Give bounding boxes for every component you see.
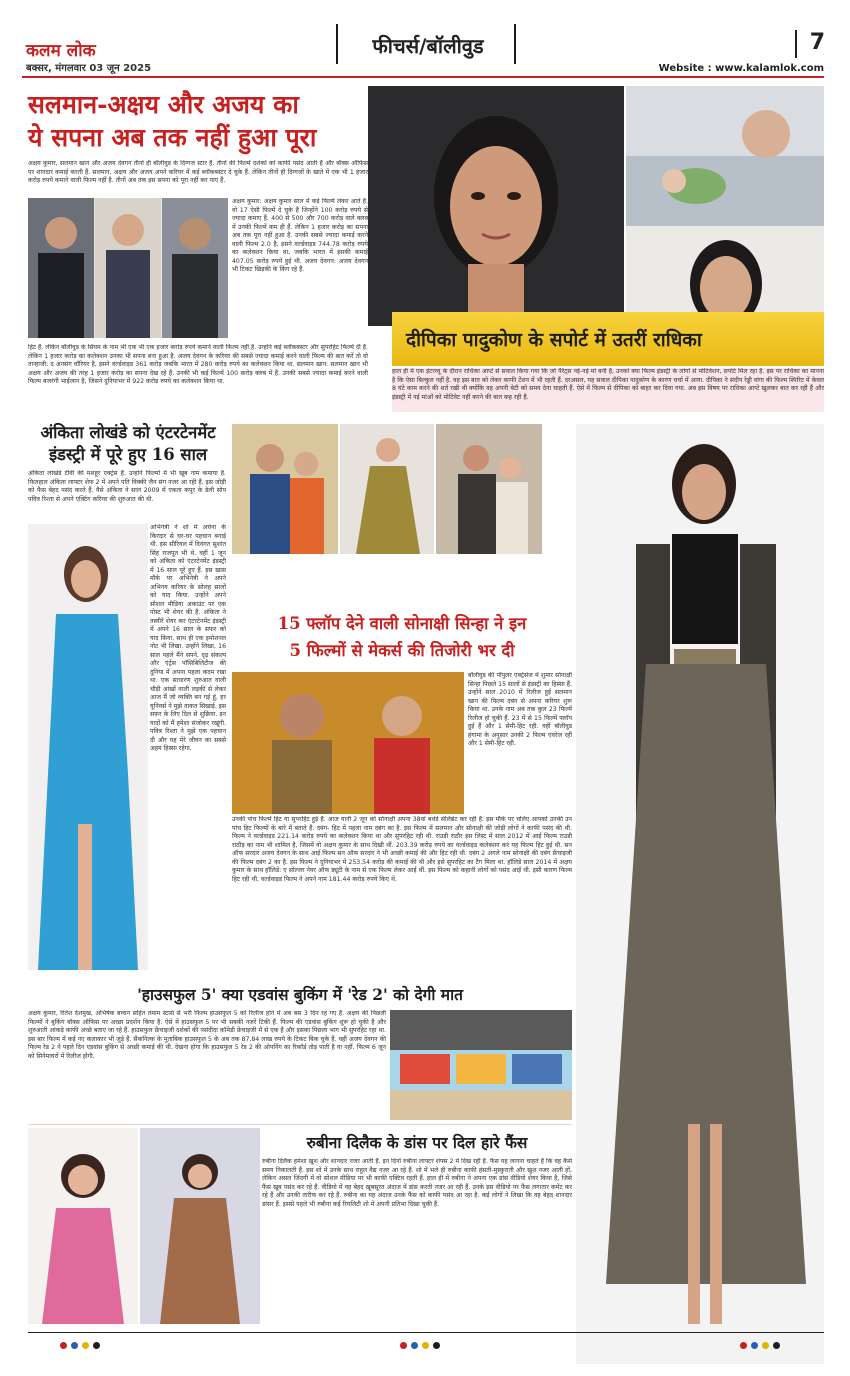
footer-dot	[400, 1342, 407, 1349]
story4-body: उनकी पांच फिल्में हिट या सुपरहिट हुई हैं. आज यानी 2 जून को सोनाक्षी अपना 38वां बर्थडे सेलिब्रेट कर रही हैं. इस मौके पर चलिए आपको उनकी उन पांच हिट फिल्मों के बारे में बताते हैं. दबंग- हिट में पहला नाम दबंग का है. इस फिल्म में सलमान और सोनाक्षी की जोड़ी लोगों ने काफी पसंद की थी. फिल्म ने वर्ल्डवाइड 221.14 करोड़ रुपये का कलेक्शन किया था और सुपरहिट रही थी. राउडी राठौर इस लिस्ट में साल 2012 में आई फिल्म राउडी राठौड़ का नाम भी शामिल है, जिसमें वो अक्षय कुमार के साथ दिखी थीं. 203.39 करोड़ रुपये का वर्ल्डवाइड कलेक्शन कर यह फिल्म हिट हुई थी. सन ऑफ सरदार अजय देवगन के साथ आई फिल्म सन ऑफ सरदार ने भी अच्छी कमाई की और हिट रही थी. दबंग 2 अगले नाम सोनाक्षी की दबंग फ्रेंचाइजी की फिल्म दबंग 2 का है. इस फिल्म ने दुनियाभर में 253.54 करोड़ की कमाई की थी और इसे सुपरहिट का टैग मिला था. हॉलिडे साल 2014 में अक्षय कुमार के साथ हॉलिडे: ए सोल्जर नेवर ऑफ ड्यूटी के नाम से एक फिल्म लेकर आई थीं. इस फिल्म को कहानी लोगों को पसंद आई थी. इसी कारण फिल्म हिट रही थी, वर्ल्डवाइड फिल्म ने अपने नाम 181.44 करोड़ रुपये किए थे.	[232, 816, 572, 883]
story3-headline-line1: अंकिता लोखंडे को एंटरटेनमेंट	[40, 423, 216, 442]
section-box	[336, 24, 516, 64]
story3-headline	[28, 422, 228, 466]
story4-headline-line1: 15 फ्लॉप देने वाली सोनाक्षी सिन्हा ने इन	[277, 614, 527, 633]
footer-dot	[433, 1342, 440, 1349]
footer-dot	[71, 1342, 78, 1349]
footer-dot	[411, 1342, 418, 1349]
footer-dots-left	[60, 1342, 100, 1349]
sonakshi-fashion-photo	[576, 424, 824, 1364]
dabangg-still-illustration	[232, 424, 338, 554]
sonakshi-gown-photo	[340, 424, 434, 554]
deepika-photo	[368, 86, 624, 326]
rubina-photo-2	[140, 1128, 260, 1324]
brand-name: कलम लोक	[26, 41, 96, 61]
footer-dot	[60, 1342, 67, 1349]
footer-dot	[773, 1342, 780, 1349]
story6-body: रुबीना दिलैक हमेशा खुश और शानदार नजर आती हैं. इन दिनों रुबीना लाफ्टर शेफ्स 2 में दिख रही हैं. फैंस यह जानना चाहते हैं कि वह कैसे समय निकालती हैं. इस शो में उनके साथ राहुल वैद्य नजर आ रहे हैं. शो में भले ही रुबीना काफी हंसती-मुस्कुराती और खुश नजर आती हों, लेकिन असल जिंदगी में वो सोशल मीडिया पर भी काफी एक्टिव रहती हैं. हाल ही में रुबीना ने अपना एक डांस वीडियो शेयर किया है, जिसे फैंस खूब पसंद कर रहे हैं. वीडियो में वह बेहद खूबसूरत अंदाज में डांस करती नजर आ रही हैं. उनके इस वीडियो पर फैंस लगातार कमेंट कर रहे हैं और उनकी तारीफ कर रहे हैं. रुबीना का यह अंदाज उनके फैंस को काफी पसंद आ रहा है. कई लोगों ने लिखा कि वह बेहद शानदार डांसर हैं. इससे पहले भी रुबीना कई रियलिटी शो में अपनी प्रतिभा दिखा चुकी हैं.	[262, 1158, 572, 1208]
story1-headline-line2: ये सपना अब तक नहीं हुआ पूरा	[28, 123, 317, 152]
section-title: फीचर्स/बॉलीवुड	[372, 34, 484, 58]
footer-dot	[82, 1342, 89, 1349]
posters-collage-illustration	[390, 1010, 572, 1120]
story2-headline: दीपिका पादुकोण के सपोर्ट में उतरीं राधिका	[406, 329, 702, 351]
website-url: Website : www.kalamlok.com	[658, 63, 824, 74]
housefull-raid-photo	[390, 1010, 572, 1120]
story-divider	[28, 1124, 572, 1125]
sonakshi-couple-photo	[436, 424, 542, 554]
dateline: बक्सर, मंगलवार 03 जून 2025	[26, 63, 152, 74]
story5-body: अक्षय कुमार, रितेश देशमुख, अभिषेक बच्चन सहित तमाम स्टार्स से भरी फिल्म हाउसफुल 5 को रिलीज होने में अब बस 3 दिन रह गए हैं. अक्षय की पिछली फिल्मों ने बुकिंग बॉक्स ऑफिस पर अच्छा प्रदर्शन किया है. ऐसे में हाउसफुल 5 पर भी सबकी नजरें टिकी हैं. फिल्म की एडवांस बुकिंग शुरू हो चुकी है और शुरुआती आंकड़े काफी अच्छे बताए जा रहे हैं. हाउसफुल फ्रेंचाइजी दर्शकों की पसंदीदा कॉमेडी फ्रेंचाइजी में से एक है और इसका पिछला भाग भी सुपरहिट रहा था. इस बार फिल्म में कई नए कलाकार भी जुड़े हैं. सैकनिल्क के मुताबिक हाउसफुल 5 के अब तक 87.84 लाख रुपये के टिकट बिक चुके हैं. वहीं अजय देवगन की फिल्म रेड 2 ने पहले दिन एडवांस बुकिंग से अच्छी कमाई की थी. देखना होगा कि हाउसफुल 5 रेड 2 की ओपनिंग का रिकॉर्ड तोड़ पाती है या नहीं. फिल्म 6 जून को सिनेमाघरों में रिलीज होगी.	[28, 1010, 386, 1060]
footer-dot	[740, 1342, 747, 1349]
masthead-rule	[22, 76, 824, 78]
footer-dot	[751, 1342, 758, 1349]
radhika-baby-illustration	[626, 86, 824, 226]
story4-column-right: बॉलीवुड की पॉपुलर एक्ट्रेसेज में शुमार सोनाक्षी सिन्हा पिछले 15 सालों से इंडस्ट्री का हिस्सा हैं. उन्होंने साल 2010 में रिलीज हुई सलमान खान की फिल्म दबंग से अपना करियर शुरू किया था. उनके नाम अब तक कुल 23 फिल्में रिलीज हो चुकी हैं. 23 में से 15 फिल्में फ्लॉप हुई हैं और 1 सेमी-हिट रही. वहीं बॉलीवुड हंगामा के अनुसार उनकी 2 फिल्म एवरेज रहीं और 1 सेमी-हिट रही.	[468, 672, 572, 747]
sonakshi-fashion-illustration	[576, 424, 824, 1364]
page-number: 7	[795, 30, 825, 58]
story1-headline	[28, 88, 368, 154]
dabangg-photo	[232, 672, 464, 814]
story3-lead: अंकिता लोखंडे टीवी की मशहूर एक्ट्रेस हैं. उन्होंने फिल्मों में भी खूब नाम कमाया है. फिलहाल अंकिता लाफ्टर शेफ 2 में अपने पति विक्की जैन संग नजर आ रही हैं. इस जोड़ी को फैंस बेहद पसंद करते हैं. वैसे अंकिता ने साल 2009 में एकता कपूर के डेली सोप पवित्र रिश्ता से अपने एक्टिंग करियर की शुरुआत की थी.	[28, 470, 226, 503]
story3-column: अभिनेत्री ने शो में अर्चना के किरदार से घर-घर पहचान बनाई थी. इस सीरियल में दिवंगत सुशांत सिंह राजपूत भी थे. वहीं 1 जून को अंकिता को एंटरटेनमेंट इंडस्ट्री में 16 साल पूरे हुए हैं. इस खास मौके पर अभिनेत्री ने अपने अभिनय करियर के सोलह सालों को याद किया. उन्होंने अपने सोशल मीडिया अकाउंट पर एक पोस्ट भी शेयर की है. अंकिता ने तस्वीरें शेयर कर एंटरटेनमेंट इंडस्ट्री में अपने 16 साल के सफर को याद किया. साथ ही एक इमोशनल नोट भी लिखा. उन्होंने लिखा, 16 साल पहले मैंने सपने, दृढ़ संकल्प और एंट्रेंस पॉसिबिलिटीज की दुनिया में अपना पहला कदम रखा था. एक साधारण शुरुआत वाली चौड़ी आंखों वाली लड़की से लेकर आज मैं जो व्यक्ति बन गई हूं, हर यूनिवर्स ने मुझे ताकत सिखाई. इस सफ़र के लिए दिल से शुक्रिया. इन यादों को मैं हमेशा संजोकर रखूंगी. पवित्र रिश्ता ने मुझे एक पहचान दी और यह मेरे जीवन का सबसे अहम हिस्सा रहेगा.	[150, 524, 226, 752]
couple-still-illustration	[436, 424, 542, 554]
ankita-photo	[28, 524, 148, 970]
rubina-portrait-illustration-1	[28, 1128, 138, 1324]
footer-dot	[422, 1342, 429, 1349]
story2-body: हाल ही में एक इंटरव्यू के दौरान राधिका आप्टे से सवाल किया गया कि जो पैरेंट्स नई-नई मां बनी हैं, उनको क्या फिल्म इंडस्ट्री के लोगों से मोटिवेशन, सपोर्ट मिल रहा है. इस पर राधिका का मानना है कि ऐसा बिल्कुल नहीं है. वह इस बात को लेकर काफी टेंशन में भी रहती हैं. दरअसल, यह सवाल दीपिका पादुकोण के कारण चर्चा में आया. दीपिका ने संदीप रेड्डी वांगा की फिल्म स्पिरिट में केवल 8 घंटे काम करने की शर्त रखी थी क्योंकि वह अपनी बेटी को समय देना चाहती हैं. ऐसे में फिल्म से दीपिका को बाहर कर दिया गया. अब इस विषय पर राधिका आप्टे खुलकर बात कर रही हैं और इंडस्ट्री में नई मांओं को मोटिवेट नहीं करने की बात कह रही हैं.	[392, 368, 824, 412]
story5-headline: 'हाउसफुल 5' क्या एडवांस बुकिंग में 'रेड 2' को देगी मात	[137, 985, 463, 1004]
footer-dot	[93, 1342, 100, 1349]
masthead	[0, 0, 850, 80]
rubina-photo-1	[28, 1128, 138, 1324]
dabangg-poster-illustration	[232, 672, 464, 814]
sonakshi-gown-illustration	[340, 424, 434, 554]
story1-tail: हिट हैं. लेकिन बॉलीवुड के सिंघम के नाम भी एक भी एक हजार करोड़ रुपये कमाने वाली फिल्म नहीं है. उन्होंने कई ब्लॉकबस्टर और सुपरहिट फिल्में दी हैं. लेकिन 1 हजार करोड़ का कलेक्शन उनका भी सपना बना हुआ है. अजय देवगन के करियर की सबसे ज्यादा कमाई करने वाली फिल्म की बात करें तो वो तान्हाजी: द अनसंग वॉरियर है, इसने वर्ल्डवाइड 361 करोड़ जबकि भारत में 280 करोड़ रुपये का कलेक्शन किया था. सलमान खान: सलमान खान भी अक्षय और अजय की तरह 1 हजार करोड़ का सपना देख रहे हैं. उनकी भी कई फिल्में 100 करोड़ क्लब में हैं. उनकी सबसे ज्यादा कमाई करने वाली फिल्म बजरंगी भाईजान है, जिसने दुनियाभर में 922 करोड़ रुपये का कलेक्शन किया था.	[28, 344, 368, 385]
footer-dot	[762, 1342, 769, 1349]
radhika-portrait-illustration	[626, 226, 824, 326]
deepika-portrait-illustration	[368, 86, 624, 326]
story1-headline-line1: सलमान-अक्षय और अजय का	[28, 90, 299, 119]
footer-rule	[28, 1332, 824, 1333]
story3-headline-line2: इंडस्ट्री में पूरे हुए 16 साल	[48, 445, 208, 464]
story1-lead: अक्षय कुमार, सलमान खान और अजय देवगन तीनों ही बॉलीवुड के दिग्गज स्टार हैं. तीनों की फिल्में दर्शकों को काफी पसंद आती हैं और बॉक्स ऑफिस पर शानदार कमाई करती हैं. सलमान, अक्षय और अजय अपने करियर में कई ब्लॉकबस्टर दे चुके हैं. लेकिन तीनों ही दिग्गजों के खाते में एक भी 1 हजार करोड़ रुपये कमाने वाली फिल्म नहीं है. तीनों अब तक इस सपना को पूरा नहीं कर पाए हैं.	[28, 160, 368, 184]
story6-headline: रुबीना दिलैक के डांस पर दिल हारे फैंस	[306, 1133, 528, 1152]
story4-headline	[232, 610, 572, 664]
actors-photo-illustration	[28, 198, 228, 338]
story1-column2: अक्षय कुमार: अक्षय कुमार साल में कई फिल्में लेकर आते हैं. वो 17 ऐसी फिल्में दे चुके हैं जिन्होंने 100 करोड़ रुपये से ज्यादा कमाए हैं. 400 से 500 और 700 करोड़ वाले क्लब में उनकी फिल्में कम ही हैं. लेकिन 1 हजार करोड़ का सपना अब तक पूरा नहीं हुआ है. उनकी सबसे ज्यादा कमाई करने वाली फिल्म 2.0 है, इसने वर्ल्डवाइड 744.78 करोड़ रुपये का कलेक्शन किया था, जबकि भारत में इसकी कमाई 407.05 करोड़ रुपये हुई थी. अजय देवगन: अजय देवगन भी टिकट खिड़की के किंग रहे हैं.	[232, 198, 368, 273]
footer-dots-center	[400, 1342, 440, 1349]
rubina-portrait-illustration-2	[140, 1128, 260, 1324]
story1-photo-actors	[28, 198, 228, 338]
sonakshi-salman-photo	[232, 424, 338, 554]
radhika-baby-photo	[626, 86, 824, 226]
footer-dots-right	[740, 1342, 780, 1349]
ankita-portrait-illustration	[28, 524, 148, 970]
radhika-photo	[626, 226, 824, 326]
story2-banner	[392, 312, 824, 366]
story4-headline-line2: 5 फिल्मों से मेकर्स की तिजोरी भर दी	[289, 641, 515, 660]
